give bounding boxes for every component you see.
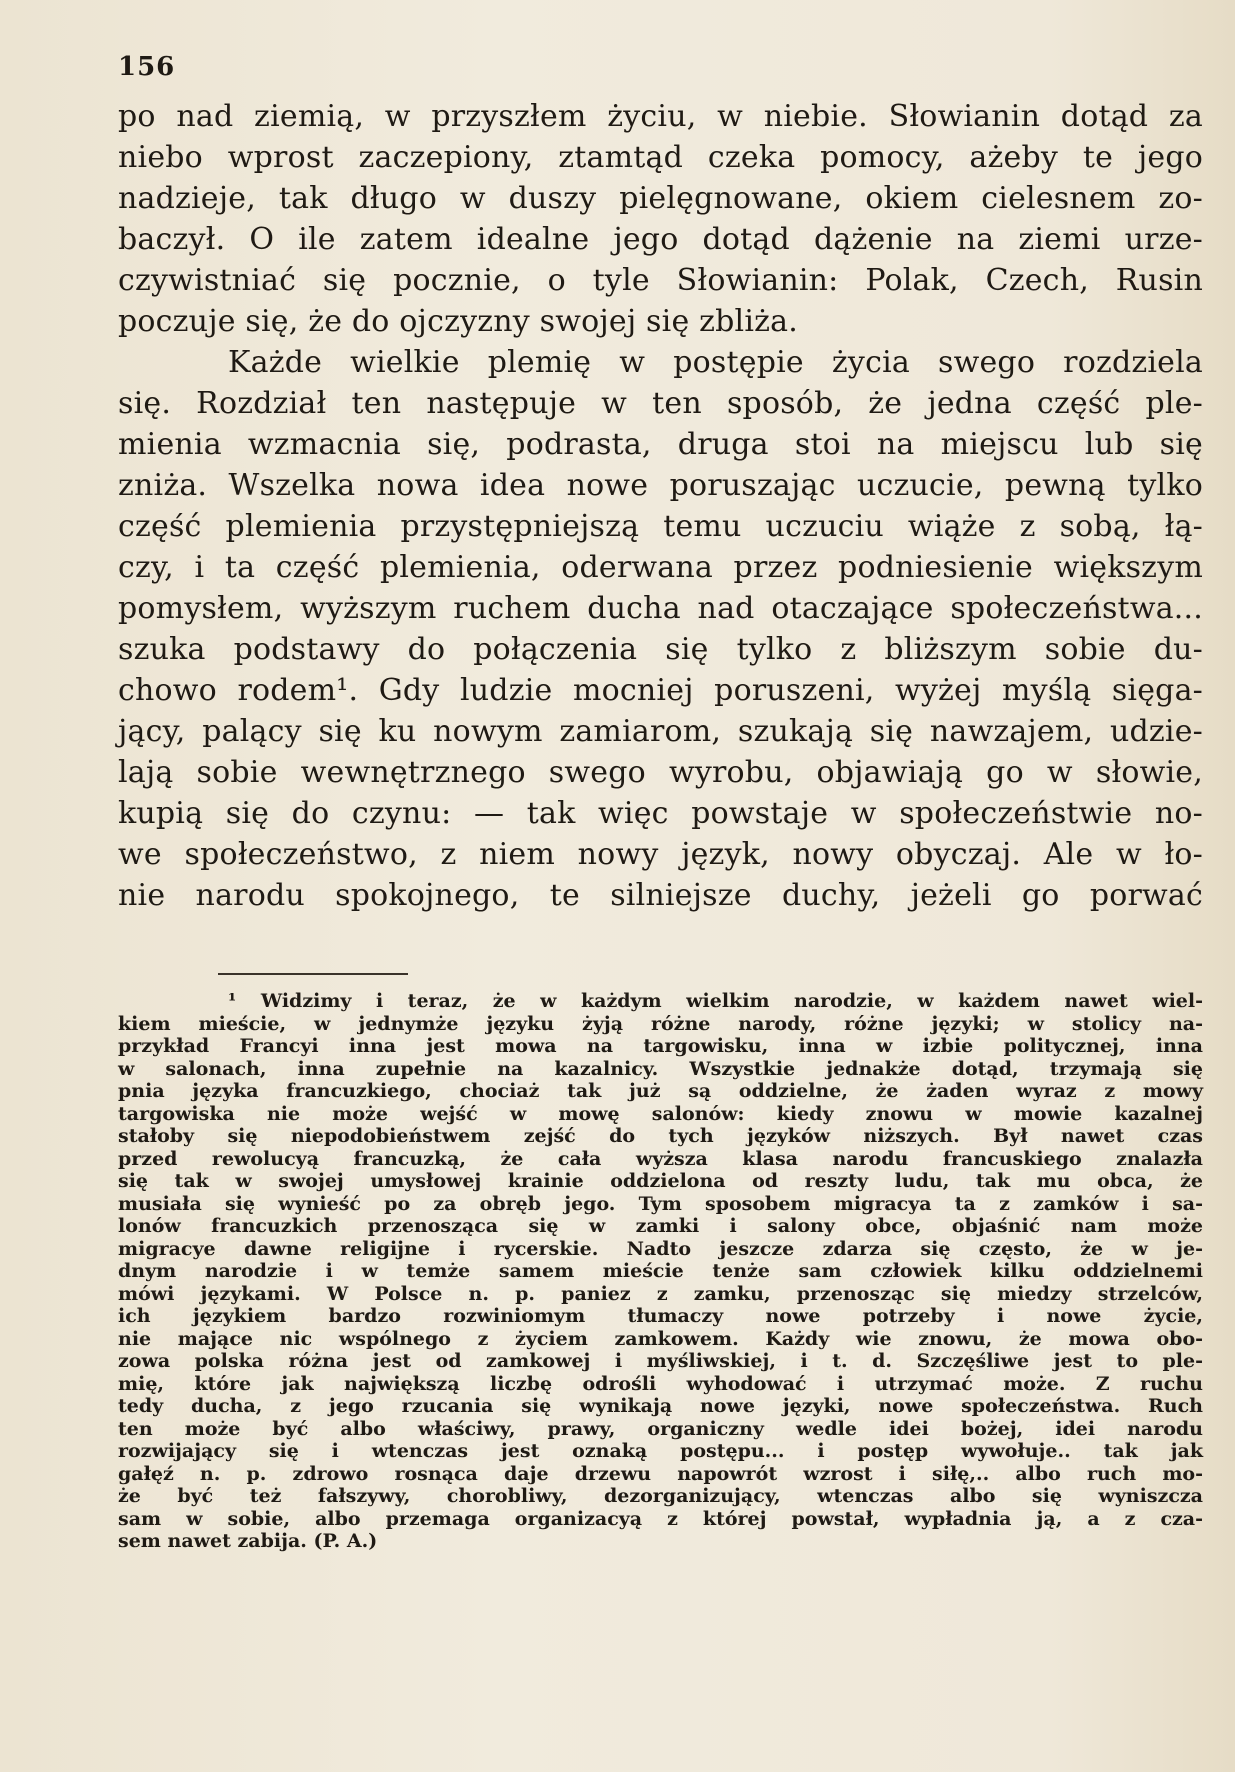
footnote bbox=[118, 990, 1203, 1553]
text-line: część plemienia przystępniejszą temu uczuciu wiąże z sobą, łą- bbox=[118, 509, 1203, 544]
footnote-line: targowiska nie może wejść w mowę salonów: kiedy znowu w mowie kazalnej bbox=[118, 1102, 1203, 1125]
footnote-signature: (P. A.) bbox=[313, 1530, 378, 1552]
footnote-line: sem nawet zabija. bbox=[118, 1530, 307, 1552]
page-number: 156 bbox=[118, 52, 176, 82]
footnote-line: ¹ Widzimy i teraz, że w każdym wielkim narodzie, w każdem nawet wiel- bbox=[228, 990, 1203, 1012]
text-line: niebo wprost zaczepiony, ztamtąd czeka pomocy, ażeby te jego bbox=[118, 140, 1203, 175]
footnote-line: się tak w swojej umysłowej krainie oddzielona od reszty ludu, tak mu obca, że bbox=[118, 1170, 1203, 1192]
footnote-line: migracye dawne religijne i rycerskie. Nadto jeszcze zdarza się często, że w je- bbox=[118, 1237, 1203, 1260]
footnote-line: przykład Francyi inna jest mowa na targowisku, inna w izbie politycznej, inna bbox=[118, 1035, 1203, 1057]
main-text bbox=[118, 96, 1203, 916]
footnote-line: ten może być albo właściwy, prawy, organiczny wedle idei bożej, idei narodu bbox=[118, 1417, 1203, 1440]
text-line: się. Rozdział ten następuje w ten sposób, że jedna część ple- bbox=[118, 386, 1203, 421]
text-line: we społeczeństwo, z niem nowy język, nowy obyczaj. Ale w ło- bbox=[118, 837, 1203, 872]
text-line: lają sobie wewnętrznego swego wyrobu, objawiają go w słowie, bbox=[118, 755, 1203, 790]
text-line: czywistniać się pocznie, o tyle Słowianin: Polak, Czech, Rusin bbox=[118, 263, 1203, 298]
footnote-line: przed rewolucyą francuzką, że cała wyższa klasa narodu francuskiego znalazła bbox=[118, 1147, 1203, 1170]
text-line: baczył. O ile zatem idealne jego dotąd dążenie na ziemi urze- bbox=[118, 222, 1203, 257]
text-line: po nad ziemią, w przyszłem życiu, w niebie. Słowianin dotąd za bbox=[118, 99, 1203, 134]
footnote-line: rozwijający się i wtenczas jest oznaką postępu... i postęp wywołuje.. tak jak bbox=[118, 1440, 1203, 1462]
footnote-separator bbox=[218, 973, 408, 975]
footnote-line: dnym narodzie i w temże samem mieście tenże sam człowiek kilku oddzielnemi bbox=[118, 1260, 1203, 1282]
footnote-line: w salonach, inna zupełnie na kazalnicy. Wszystkie jednakże dotąd, trzymają się bbox=[118, 1057, 1203, 1080]
text-line: pomysłem, wyższym ruchem ducha nad otaczające społeczeństwa... bbox=[118, 591, 1203, 626]
footnote-line: że być też fałszywy, chorobliwy, dezorganizujący, wtenczas albo się wyniszcza bbox=[118, 1485, 1203, 1507]
footnote-line: nie mające nic wspólnego z życiem zamkowem. Każdy wie znowu, że mowa obo- bbox=[118, 1327, 1203, 1350]
footnote-line: musiała się wynieść po za obręb jego. Tym sposobem migracya ta z zamków i sa- bbox=[118, 1192, 1203, 1215]
footnote-line: kiem mieście, w jednymże języku żyją różne narody, różne języki; w stolicy na- bbox=[118, 1012, 1203, 1035]
text-line: czy, i ta część plemienia, oderwana przez podniesienie większym bbox=[118, 550, 1203, 585]
text-line: nie narodu spokojnego, te silniejsze duchy, jeżeli go porwać bbox=[118, 878, 1203, 913]
footnote-line: sam w sobie, albo przemaga organizacyą z której powstał, wypładnia ją, a z cza- bbox=[118, 1507, 1203, 1530]
footnote-line: pnia języka francuzkiego, chociaż tak już są oddzielne, że żaden wyraz z mowy bbox=[118, 1080, 1203, 1102]
footnote-line: gałęź n. p. zdrowo rosnąca daje drzewu napowrót wzrost i siłę,.. albo ruch mo- bbox=[118, 1462, 1203, 1485]
text-line: mienia wzmacnia się, podrasta, druga stoi na miejscu lub się bbox=[118, 427, 1203, 462]
paragraph-start-line: Każde wielkie plemię w postępie życia swego rozdziela bbox=[228, 345, 1203, 380]
footnote-line: mię, które jak największą liczbę odrośli wyhodować i utrzymać może. Z ruchu bbox=[118, 1372, 1203, 1395]
footnote-last-line bbox=[118, 1530, 1150, 1553]
text-line: jący, palący się ku nowym zamiarom, szukają się nawzajem, udzie- bbox=[118, 714, 1203, 749]
footnote-line: zowa polska różna jest od zamkowej i myśliwskiej, i t. d. Szczęśliwe jest to ple- bbox=[118, 1350, 1203, 1372]
text-line: szuka podstawy do połączenia się tylko z bliższym sobie du- bbox=[118, 632, 1203, 667]
text-line: chowo rodem¹. Gdy ludzie mocniej poruszeni, wyżej myślą sięga- bbox=[118, 673, 1203, 708]
footnote-line: lonów francuzkich przenosząca się w zamki i salony obce, objaśnić nam może bbox=[118, 1215, 1203, 1237]
text-line: nadzieje, tak długo w duszy pielęgnowane, okiem cielesnem zo- bbox=[118, 181, 1203, 216]
text-line: poczuje się, że do ojczyzny swojej się zbliża. bbox=[118, 304, 798, 339]
footnote-line: mówi językami. W Polsce n. p. paniez z zamku, przenosząc się miedzy strzelców, bbox=[118, 1282, 1203, 1305]
text-line: kupią się do czynu: — tak więc powstaje w społeczeństwie no- bbox=[118, 796, 1203, 831]
footnote-line: ich językiem bardzo rozwiniomym tłumaczy nowe potrzeby i nowe życie, bbox=[118, 1305, 1203, 1327]
footnote-line: tedy ducha, z jego rzucania się wynikają nowe języki, nowe społeczeństwa. Ruch bbox=[118, 1395, 1203, 1417]
footnote-line: stałoby się niepodobieństwem zejść do tych języków niższych. Był nawet czas bbox=[118, 1125, 1203, 1147]
text-line: zniża. Wszelka nowa idea nowe poruszając uczucie, pewną tylko bbox=[118, 468, 1203, 503]
